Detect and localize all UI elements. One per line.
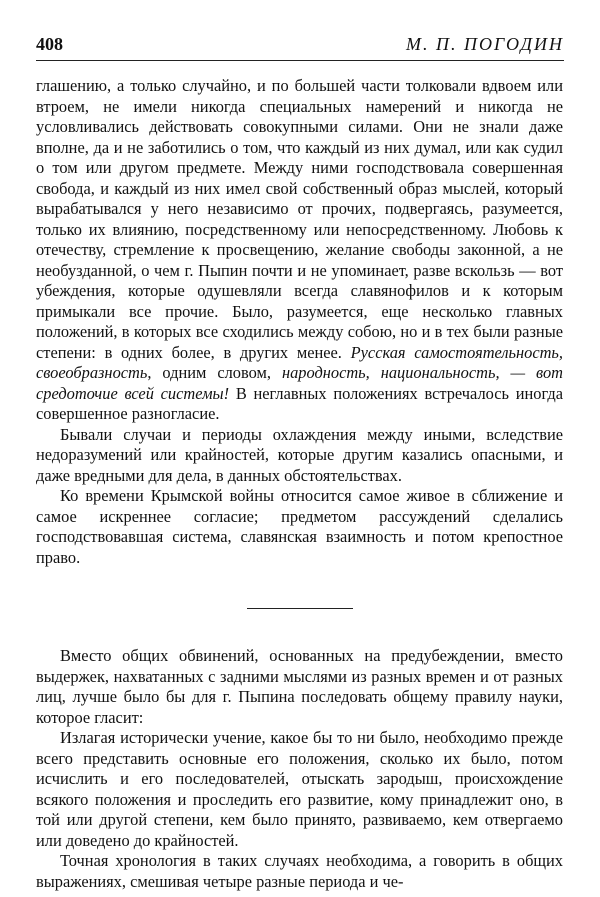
paragraph: Бывали случаи и периоды охлаждения между иными, вследствие недоразумений или крайностей, которые другим казались опасными, и даже вредными для дела, в данных обстоятельствах. [36,424,563,485]
paragraph: Ко времени Крымской войны относится самое живое в сближение и самое искреннее согласие; предметом рассуждений сделались господствовавшая система, славянская взаимность и потом крепостное право. [36,486,563,567]
paragraph-text: В неглавных положениях встречалось иногда совершенное разногласие. [36,383,563,423]
paragraph-text: глашению, а только случайно, и по большей части толковали вдвоем или втроем, не имели никогда специальных намерений и никогда не условливались действовать совокупными силами. Они не знали даже вполне, да и не заботились о том, что каждый из них думал, или как судил о том или другом предмете. Между ними господствовала совершенная свобода, и каждый из них имел свой собственный образ мыслей, который вырабатывался у него независимо от прочих, подвергаясь, разумеется, только их влиянию, посредственному или непосредственному. Любовь к отечеству, стремление к просвещению, желание свободы законной, а не необузданной, о чем г. Пыпин почти и не упоминает, разве вскользь — вот убеждения, которые одушевляли всегда славянофилов и к которым примыкали все прочие. Было, разумеется, еще несколько главных положений, в которых все сходились между собою, но и в тех были разные степени: в одних более, в других менее. [36,76,563,362]
paragraph: Излагая исторически учение, какое бы то ни было, необходимо прежде всего представить основные его положения, сколько их было, потом исчислить и его последователей, отыскать зародыш, происхождение всякого положения и проследить его развитие, кому принадлежит оно, в той или другой степени, кем было принято, развиваемо, кем отвергаемо или доведено до крайностей. [36,728,563,850]
page-header [36,34,564,66]
running-title: М. П. ПОГОДИН [406,34,564,54]
paragraph [36,76,563,425]
page-number: 408 [36,34,63,54]
paragraph-text: , одним словом, [147,363,282,382]
paragraph: Вместо общих обвинений, основанных на предубеждении, вместо выдержек, нахватанных с задними мыслями из разных времен и от разных лиц, лучше было бы для г. Пыпина последовать общему правилу науки, которое гласит: [36,646,563,727]
italic-phrase: Русская самостоятельность, своеобразность [36,342,563,382]
paragraph: Точная хронология в таких случаях необходима, а говорить в общих выражениях, смешивая четыре разные периода и че- [36,851,563,891]
italic-phrase: народность, национальность, — вот средоточие всей системы! [36,363,563,403]
section-divider [247,608,353,609]
header-rule [36,60,564,61]
body-text [36,76,563,892]
